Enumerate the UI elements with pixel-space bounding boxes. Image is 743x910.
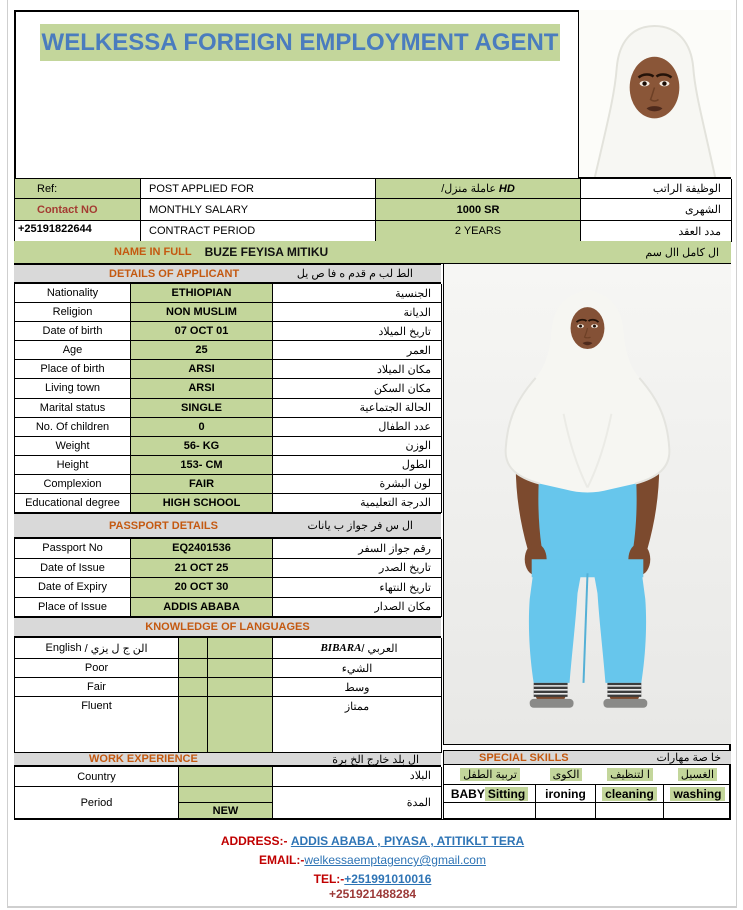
details-table: [14, 283, 441, 513]
period-new-value: NEW: [179, 803, 273, 819]
skill-arabic-cleaning: ا لتنظيف: [607, 768, 653, 781]
skill-babysitting: BABY Sitting: [444, 785, 536, 802]
passport-section-header: [14, 513, 441, 538]
top-info-table: [14, 178, 731, 241]
detail-value: FAIR: [131, 475, 273, 494]
level-fluent-arabic: ممتاز: [344, 701, 370, 713]
detail-label: Living town: [15, 379, 131, 398]
language-mark-cell[interactable]: [208, 697, 273, 753]
passport-value: ADDIS ABABA: [131, 598, 273, 618]
level-poor-label: Poor: [15, 659, 179, 678]
language-mark-cell[interactable]: [179, 638, 208, 659]
skill-washing: washing: [664, 785, 731, 802]
special-skills-section: [443, 750, 731, 819]
level-fair-label: Fair: [15, 678, 179, 697]
language-mark-cell[interactable]: [208, 638, 273, 659]
detail-value: SINGLE: [131, 399, 273, 418]
skills-english-row: [444, 785, 731, 803]
skills-header-arabic: خا صة مهارات: [656, 752, 721, 764]
agency-title-text: WELKESSA FOREIGN EMPLOYMENT AGENT: [41, 28, 559, 56]
country-value-cell[interactable]: [179, 767, 273, 787]
detail-label: Date of birth: [15, 322, 131, 341]
applicant-fullbody-photo: [443, 264, 731, 745]
page-edge-left: [7, 0, 8, 906]
name-arabic-caption: ال كامل اال سم: [645, 246, 719, 259]
detail-value: 153- CM: [131, 456, 273, 475]
applicant-full-name: BUZE FEYISA MITIKU: [204, 245, 329, 259]
detail-value: 56- KG: [131, 437, 273, 456]
language-mark-cell[interactable]: [208, 659, 273, 678]
headshot-illustration: [579, 10, 731, 177]
detail-value: 25: [131, 341, 273, 360]
level-poor-arabic: الشيء: [341, 662, 373, 675]
language-mark-cell[interactable]: [179, 659, 208, 678]
details-header-arabic: الط لب م قدم ه فا ص يل: [296, 268, 413, 280]
detail-label: Complexion: [15, 475, 131, 494]
page-edge-right: [736, 0, 737, 906]
post-applied-for-label: POST APPLIED FOR: [141, 179, 376, 199]
detail-arabic: الجنسية: [395, 287, 431, 300]
detail-arabic: تاريخ الميلاد: [378, 325, 431, 338]
language-mark-cell[interactable]: [179, 697, 208, 753]
salary-arabic-caption: الشهرى: [685, 204, 721, 216]
languages-table: [14, 637, 441, 752]
detail-arabic: الوزن: [405, 440, 431, 453]
skills-empty-row: [444, 803, 731, 819]
fullbody-illustration: [444, 264, 731, 744]
work-section-header: [14, 752, 441, 766]
passport-value: 20 OCT 30: [131, 578, 273, 598]
work-header-arabic: ال بلد خارج الخ برة: [332, 753, 419, 766]
post-value-arabic: عاملة منزل/: [441, 183, 496, 195]
detail-label: Weight: [15, 437, 131, 456]
work-header-title: WORK EXPERIENCE: [89, 753, 198, 765]
passport-label: Date of Expiry: [15, 578, 131, 598]
contract-period-value: 2 YEARS: [376, 221, 581, 242]
detail-value: ARSI: [131, 379, 273, 398]
period-arabic: المدة: [406, 797, 431, 809]
detail-arabic: مكان السكن: [373, 382, 431, 395]
detail-arabic: الطول: [401, 459, 431, 472]
address-label: ADDRESS:-: [220, 834, 288, 848]
contract-period-label: CONTRACT PERIOD: [141, 221, 376, 242]
page-title: [40, 24, 560, 61]
skill-empty-cell[interactable]: [664, 803, 731, 818]
languages-header-title: KNOWLEDGE OF LANGUAGES: [145, 621, 310, 633]
post-value-latin: HD: [498, 182, 515, 195]
detail-value: ETHIOPIAN: [131, 284, 273, 303]
work-experience-table: [14, 766, 441, 818]
period-value-cell[interactable]: [179, 787, 273, 803]
tel2-value: +251921488284: [328, 887, 417, 901]
detail-value: 07 OCT 01: [131, 322, 273, 341]
detail-arabic: عدد الطفال: [378, 421, 431, 434]
arabic-language-label: العربي / BIBARA: [273, 638, 442, 659]
languages-section-header: [14, 617, 441, 637]
address-line: [14, 834, 731, 848]
detail-value: 0: [131, 418, 273, 437]
detail-arabic: الدرجة التعليمية: [360, 497, 431, 510]
agency-contact-footer: [14, 819, 731, 903]
skill-ironing: ironing: [536, 785, 596, 802]
skill-empty-cell[interactable]: [596, 803, 664, 818]
detail-label: Educational degree: [15, 494, 131, 513]
level-fair-arabic: وسط: [344, 681, 370, 694]
passport-table: [14, 538, 441, 617]
contract-arabic-caption: مدد العقد: [678, 225, 721, 238]
detail-arabic: العمر: [406, 344, 431, 357]
monthly-salary-value: 1000 SR: [376, 199, 581, 221]
skill-cleaning: cleaning: [596, 785, 664, 802]
passport-header-arabic: ال س فر جواز ب يانات: [307, 520, 413, 532]
page-edge-bottom: [7, 906, 737, 908]
skill-arabic-babysitting: تربية الطفل: [460, 768, 520, 781]
passport-arabic: تاريخ الصدر: [379, 562, 431, 575]
detail-arabic: الديانة: [403, 306, 431, 319]
contact-no-label: Contact NO: [15, 199, 141, 221]
skill-arabic-washing: الغسيل: [678, 768, 717, 781]
tel-line: [14, 872, 731, 886]
language-mark-cell[interactable]: [179, 678, 208, 697]
period-label: Period: [15, 787, 179, 819]
tel2-line: [14, 887, 731, 901]
passport-value: 21 OCT 25: [131, 559, 273, 579]
passport-arabic: تاريخ النتهاء: [379, 581, 431, 594]
skills-section-header: [444, 750, 731, 765]
full-name-row: [14, 241, 731, 264]
passport-label: Passport No: [15, 539, 131, 559]
post-arabic-caption: الوظيفة الراتب: [652, 183, 721, 195]
detail-arabic: لون البشرة: [379, 478, 431, 491]
address-value[interactable]: ADDIS ABABA , PIYASA , ATITIKLT TERA: [290, 834, 525, 848]
detail-label: Height: [15, 456, 131, 475]
details-header-title: DETAILS OF APPLICANT: [109, 267, 240, 280]
country-arabic: البلاد: [409, 770, 431, 782]
email-link[interactable]: welkessaemptagency@gmail.com: [304, 853, 486, 867]
skills-arabic-row: [444, 765, 731, 785]
detail-value: NON MUSLIM: [131, 303, 273, 322]
post-applied-for-value: [376, 179, 581, 199]
contact-number-value: +25191822644: [15, 221, 141, 242]
detail-label: Place of birth: [15, 360, 131, 379]
detail-value: HIGH SCHOOL: [131, 494, 273, 513]
skill-arabic-ironing: الكوى: [550, 768, 583, 781]
skill-empty-cell[interactable]: [536, 803, 596, 818]
detail-label: Religion: [15, 303, 131, 322]
passport-arabic: رقم جواز السفر: [358, 542, 431, 555]
english-language-label: الن ج ل يزي / English: [15, 638, 179, 659]
detail-value: ARSI: [131, 360, 273, 379]
detail-label: Nationality: [15, 284, 131, 303]
detail-label: Age: [15, 341, 131, 360]
email-label: EMAIL:-: [259, 853, 305, 867]
detail-arabic: مكان الميلاد: [376, 363, 431, 376]
details-section-header: [14, 264, 441, 283]
skills-header-title: SPECIAL SKILLS: [479, 751, 569, 764]
language-mark-cell[interactable]: [208, 678, 273, 697]
passport-header-title: PASSPORT DETAILS: [109, 519, 218, 532]
ref-label: Ref:: [15, 179, 141, 199]
passport-label: Place of Issue: [15, 598, 131, 618]
tel-link[interactable]: +251991010016: [344, 872, 432, 886]
name-in-full-label: NAME IN FULL: [114, 246, 192, 258]
passport-label: Date of Issue: [15, 559, 131, 579]
detail-label: No. Of children: [15, 418, 131, 437]
detail-arabic: الحالة الجتماعية: [359, 402, 431, 415]
applicant-headshot-photo: [578, 10, 731, 178]
email-line: [14, 853, 731, 867]
tel-label: TEL:-: [313, 872, 345, 886]
detail-label: Marital status: [15, 399, 131, 418]
skill-empty-cell[interactable]: [444, 803, 536, 818]
country-label: Country: [15, 767, 179, 787]
level-fluent-label: Fluent: [15, 697, 179, 753]
monthly-salary-label: MONTHLY SALARY: [141, 199, 376, 221]
passport-arabic: مكان الصدار: [374, 601, 431, 614]
passport-value: EQ2401536: [131, 539, 273, 559]
